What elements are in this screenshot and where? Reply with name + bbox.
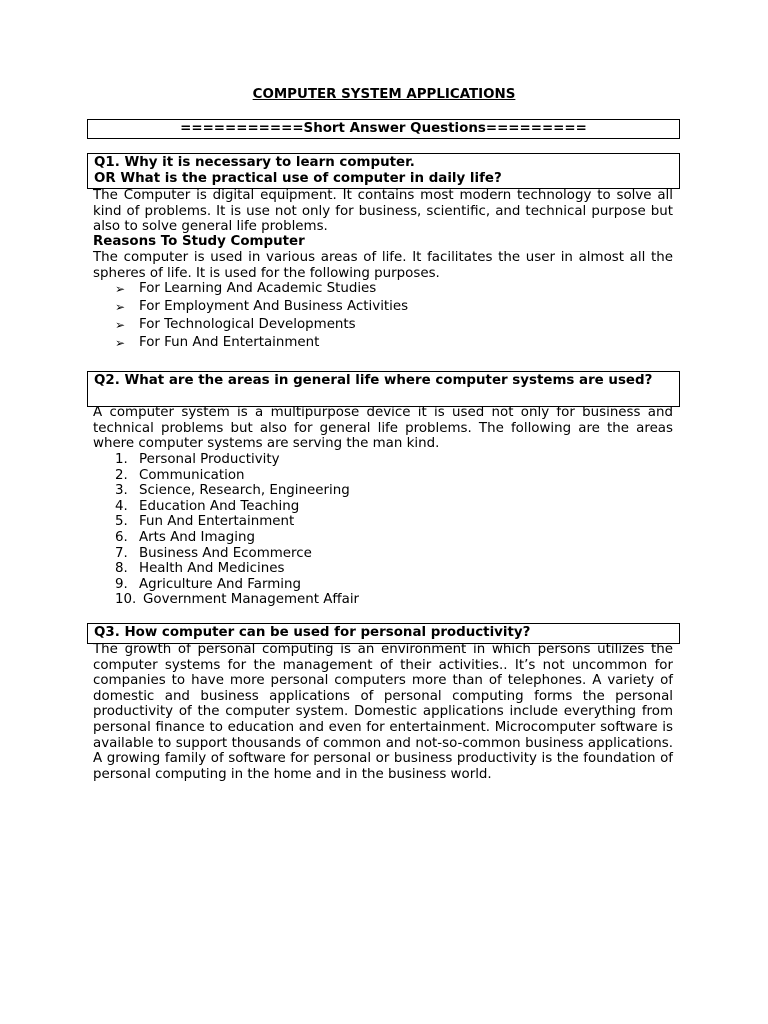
q1-question-box xyxy=(87,153,680,189)
q1-reasons-intro: The computer is used in various areas of life. It facilitates the user in almost all the spheres of life. It is used for the following purposes. xyxy=(93,250,673,281)
list-item: 4. Education And Teaching xyxy=(115,498,300,514)
q3-question-box xyxy=(87,623,680,644)
q2-numbered-list xyxy=(115,452,359,608)
list-item: 5. Fun And Entertainment xyxy=(115,514,295,530)
list-item: 6. Arts And Imaging xyxy=(115,529,255,545)
arrow-bullet-icon: ➢ xyxy=(115,300,126,314)
q2-answer: A computer system is a multipurpose device it is used not only for business and technical problems but also for general life problems. The following are the areas where computer systems are serving the man kind. xyxy=(93,405,673,452)
document-title: COMPUTER SYSTEM APPLICATIONS xyxy=(252,87,516,102)
list-item: 3. Science, Research, Engineering xyxy=(115,483,350,499)
list-item: 8. Health And Medicines xyxy=(115,561,285,577)
q2-question: Q2. What are the areas in general life where computer systems are used? xyxy=(94,373,653,388)
list-item: 10. Government Management Affair xyxy=(115,592,360,608)
list-item: 9. Agriculture And Farming xyxy=(115,576,302,592)
section-heading: ===========Short Answer Questions========= xyxy=(180,121,587,136)
list-item: 1. Personal Productivity xyxy=(115,452,280,467)
list-item: 2. Communication xyxy=(115,467,245,483)
q1-question-line1: Q1. Why it is necessary to learn computer. xyxy=(94,155,415,170)
q1-bullet-list xyxy=(115,280,408,352)
list-item: ➢ For Employment And Business Activities xyxy=(115,299,409,314)
list-item: 7. Business And Ecommerce xyxy=(115,545,312,561)
arrow-bullet-icon: ➢ xyxy=(115,336,126,350)
list-item: ➢ For Learning And Academic Studies xyxy=(115,281,377,296)
section-heading-box xyxy=(87,119,680,139)
q1-answer: The Computer is digital equipment. It contains most modern technology to solve all kind of problems. It is use not only for business, scientific, and technical purpose but also to solve general life problems. xyxy=(93,188,673,235)
arrow-bullet-icon: ➢ xyxy=(115,282,126,296)
list-item: ➢ For Technological Developments xyxy=(115,317,356,332)
q3-question: Q3. How computer can be used for personal productivity? xyxy=(94,625,531,640)
arrow-bullet-icon: ➢ xyxy=(115,318,126,332)
q3-answer: The growth of personal computing is an environment in which persons utilizes the computer systems for the management of their activities.. It’s not uncommon for companies to have more personal computers more than of telephones. A variety of domestic and business applications of personal computing forms the personal productivity of the computer system. Domestic applications include everything from personal finance to education and even for entertainment. Microcomputer software is available to support thousands of common and not-so-common business applications. A growing family of software for personal or business productivity is the foundation of personal computing in the home and in the business world. xyxy=(93,642,673,782)
q1-subheading: Reasons To Study Computer xyxy=(93,234,305,249)
list-item: ➢ For Fun And Entertainment xyxy=(115,335,320,350)
q1-question-line2: OR What is the practical use of computer in daily life? xyxy=(94,170,502,186)
q2-question-box xyxy=(87,371,680,407)
